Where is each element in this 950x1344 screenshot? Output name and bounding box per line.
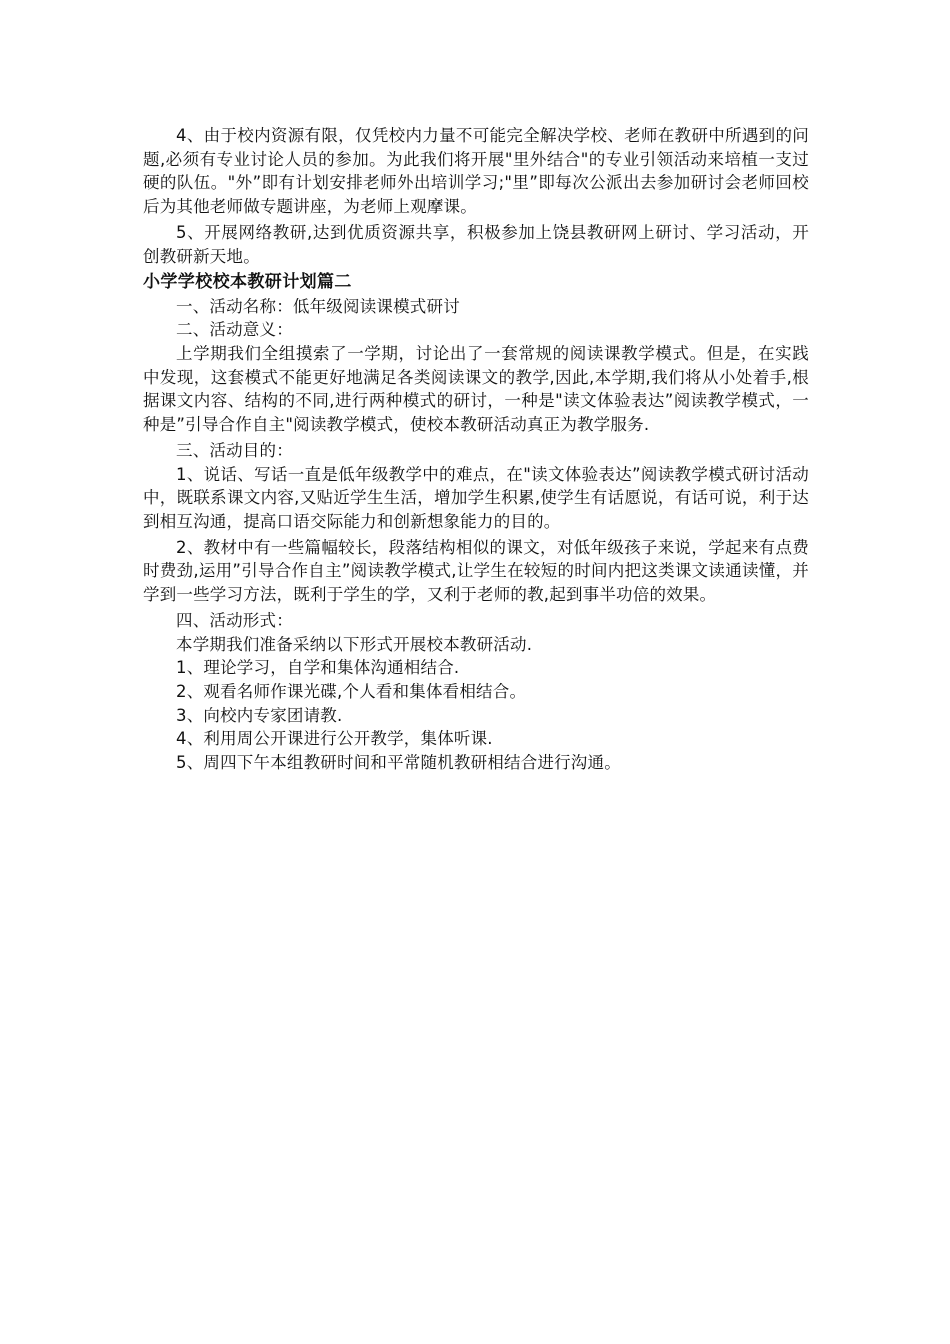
activity-name: 一、活动名称：低年级阅读课模式研讨 (176, 296, 460, 316)
form-item-2: 2、观看名师作课光碟,个人看和集体看相结合。 (176, 682, 527, 702)
activity-meaning-label: 二、活动意义： (176, 320, 293, 340)
activity-meaning-text: 上学期我们全组摸索了一学期，讨论出了一套常规的阅读课教学模式。但是，在实践中发现，这套模式不能更好地满足各类阅读课文的教学,因此,本学期,我们将从小处着手,根据课文内容、结构的不同,进行两种模式的研讨，一种是"读文体验表达”阅读教学模式，一种是”引导合作自主"阅读教学模式，使校本教研活动真正为教学服务. (143, 343, 809, 434)
form-item-3: 3、向校内专家团请教. (176, 705, 343, 725)
section-heading: 小学学校校本教研计划篇二 (143, 271, 352, 292)
form-item-1: 1、理论学习，自学和集体沟通相结合. (176, 658, 460, 678)
document-body (143, 124, 809, 774)
purpose-item-2: 2、教材中有一些篇幅较长，段落结构相似的课文，对低年级孩子来说，学起来有点费时费劲,运用”引导合作自主”阅读教学模式,让学生在较短的时间内把这类课文读通读懂，并学到一些学习方法，既利于学生的学，又利于老师的教,起到事半功倍的效果。 (143, 537, 809, 605)
activity-form-intro: 本学期我们准备采纳以下形式开展校本教研活动. (176, 634, 533, 654)
activity-form-label: 四、活动形式： (176, 611, 293, 631)
purpose-item-1: 1、说话、写话一直是低年级教学中的难点，在"读文体验表达”阅读教学模式研讨活动中，既联系课文内容,又贴近学生生活，增加学生积累,使学生有话愿说，有话可说，利于达到相互沟通，提高口语交际能力和创新想象能力的目的。 (143, 464, 809, 531)
form-item-4: 4、利用周公开课进行公开教学，集体听课. (176, 729, 493, 749)
paragraph-item-4: 4、由于校内资源有限，仅凭校内力量不可能完全解决学校、老师在教研中所遇到的问题,必须有专业讨论人员的参加。为此我们将开展"里外结合"的专业引领活动来培植一支过硬的队伍。"外”即有计划安排老师外出培训学习;"里”即每次公派出去参加研讨会老师回校后为其他老师做专题讲座，为老师上观摩课。 (143, 126, 809, 216)
paragraph-item-5: 5、开展网络教研,达到优质资源共享，积极参加上饶县教研网上研讨、学习活动，开创教研新天地。 (143, 222, 809, 266)
activity-purpose-label: 三、活动目的： (176, 440, 293, 460)
form-item-5: 5、周四下午本组教研时间和平常随机教研相结合进行沟通。 (176, 752, 621, 772)
